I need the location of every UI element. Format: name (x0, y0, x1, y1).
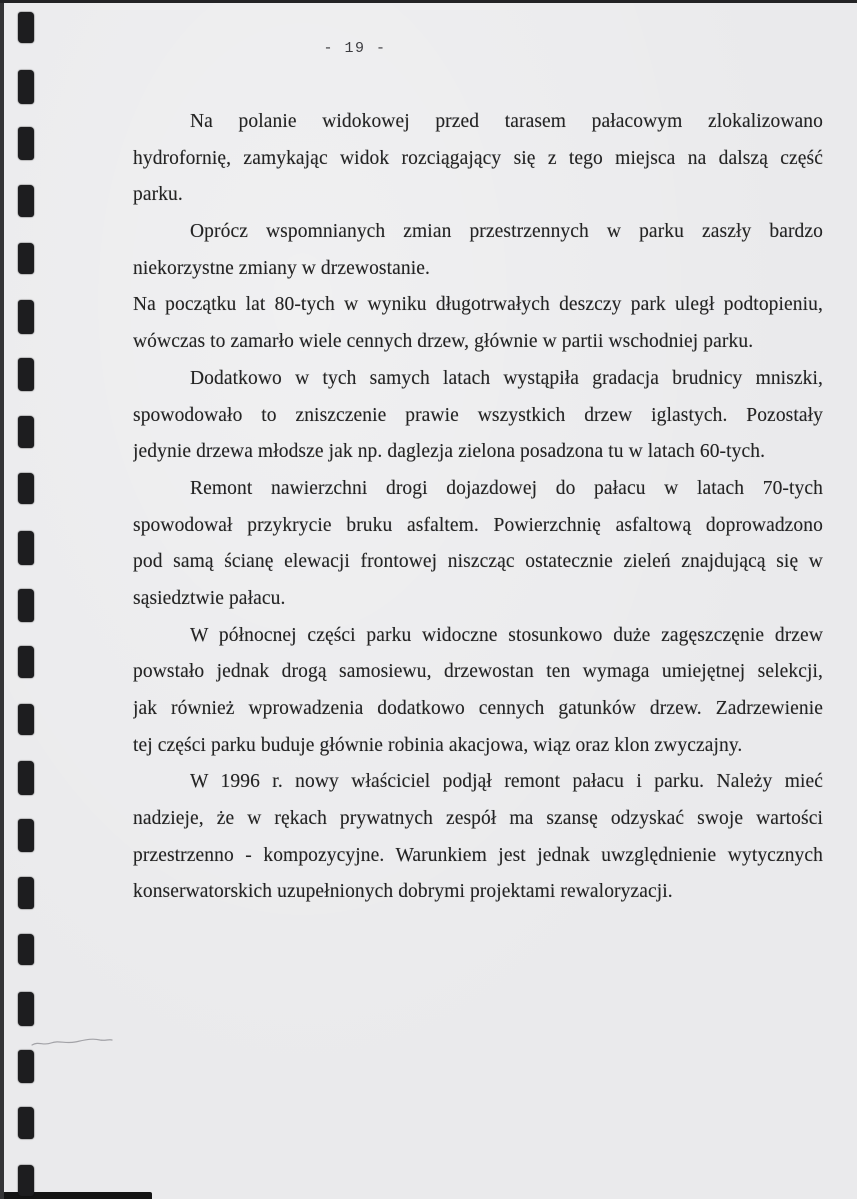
text-line: Oprócz wspomnianych zmian przestrzennych w parku zaszły bardzo (190, 221, 823, 243)
document-text (133, 104, 823, 911)
text-line: hydrofornię, zamykając widok rozciągający się z tego miejsca na dalszą część (133, 147, 823, 169)
binding-hole (18, 473, 34, 504)
binding-hole (18, 819, 34, 852)
text-line: W północnej części parku widoczne stosunkowo duże zagęszczęnie drzew (190, 624, 823, 646)
pencil-scratch-mark (30, 1030, 114, 1052)
text-line: spowodował przykrycie bruku asfaltem. Powierzchnię asfaltową doprowadzono (133, 514, 823, 536)
binding-hole (18, 934, 34, 965)
text-line: parku. (133, 184, 183, 206)
text-line: jedynie drzewa młodsze jak np. daglezja zielona posadzona tu w latach 60-tych. (133, 441, 766, 463)
binding-hole (18, 761, 34, 795)
text-line: jak również wprowadzenia dodatkowo cennych gatunków drzew. Zadrzewienie (133, 698, 823, 719)
binding-hole (18, 358, 34, 391)
text-line: wówczas to zamarło wiele cennych drzew, głównie w partii wschodniej parku. (133, 331, 754, 353)
text-line: niekorzystne zmiany w drzewostanie. (133, 257, 430, 279)
scan-left-edge (0, 0, 4, 1199)
binding-hole (18, 589, 34, 622)
scanned-page (4, 3, 857, 1199)
binding-hole (18, 70, 34, 104)
text-line: Na polanie widokowej przed tarasem pałacowym zlokalizowano (190, 111, 823, 132)
text-line: Dodatkowo w tych samych latach wystąpiła gradacja brudnicy mniszki, (190, 367, 823, 389)
text-line: Remont nawierzchni drogi dojazdowej do pałacu w latach 70-tych (190, 477, 823, 499)
page-number: - 19 - (323, 40, 387, 57)
binding-hole (18, 704, 34, 735)
binding-hole (18, 12, 34, 43)
binding-hole (18, 1165, 34, 1196)
text-line: W 1996 r. nowy właściciel podjął remont pałacu i parku. Należy mieć (190, 771, 823, 793)
scan-top-edge (0, 0, 857, 3)
binding-hole (18, 531, 34, 565)
text-line: Na początku lat 80-tych w wyniku długotrwałych deszczy park uległ podtopieniu, (133, 294, 823, 316)
binding-hole (18, 243, 34, 274)
binding-hole (18, 416, 34, 448)
binding-hole (18, 127, 34, 160)
text-line: nadzieje, że w rękach prywatnych zespół ma szansę odzyskać swoje wartości (133, 808, 823, 830)
binding-hole (18, 992, 34, 1026)
binding-hole (18, 1107, 34, 1139)
text-line: spowodowało to zniszczenie prawie wszystkich drzew iglastych. Pozostały (133, 404, 823, 426)
binding-hole (18, 646, 34, 678)
text-line: sąsiedztwie pałacu. (133, 587, 286, 609)
text-line: powstało jednak drogą samosiewu, drzewostan ten wymaga umiejętnej selekcji, (133, 661, 823, 683)
binding-hole (18, 1050, 34, 1083)
text-line: pod samą ścianę elewacji frontowej niszcząc ostatecznie zieleń znajdującą się w (133, 551, 823, 573)
text-line: przestrzenno - kompozycyjne. Warunkiem jest jednak uwzględnienie wytycznych (133, 844, 823, 866)
text-line: tej części parku buduje głównie robinia akacjowa, wiąz oraz klon zwyczajny. (133, 734, 743, 756)
binding-hole (18, 300, 34, 334)
text-line: konserwatorskich uzupełnionych dobrymi projektami rewaloryzacji. (133, 881, 673, 903)
binding-hole (18, 185, 34, 217)
binding-hole (18, 877, 34, 909)
